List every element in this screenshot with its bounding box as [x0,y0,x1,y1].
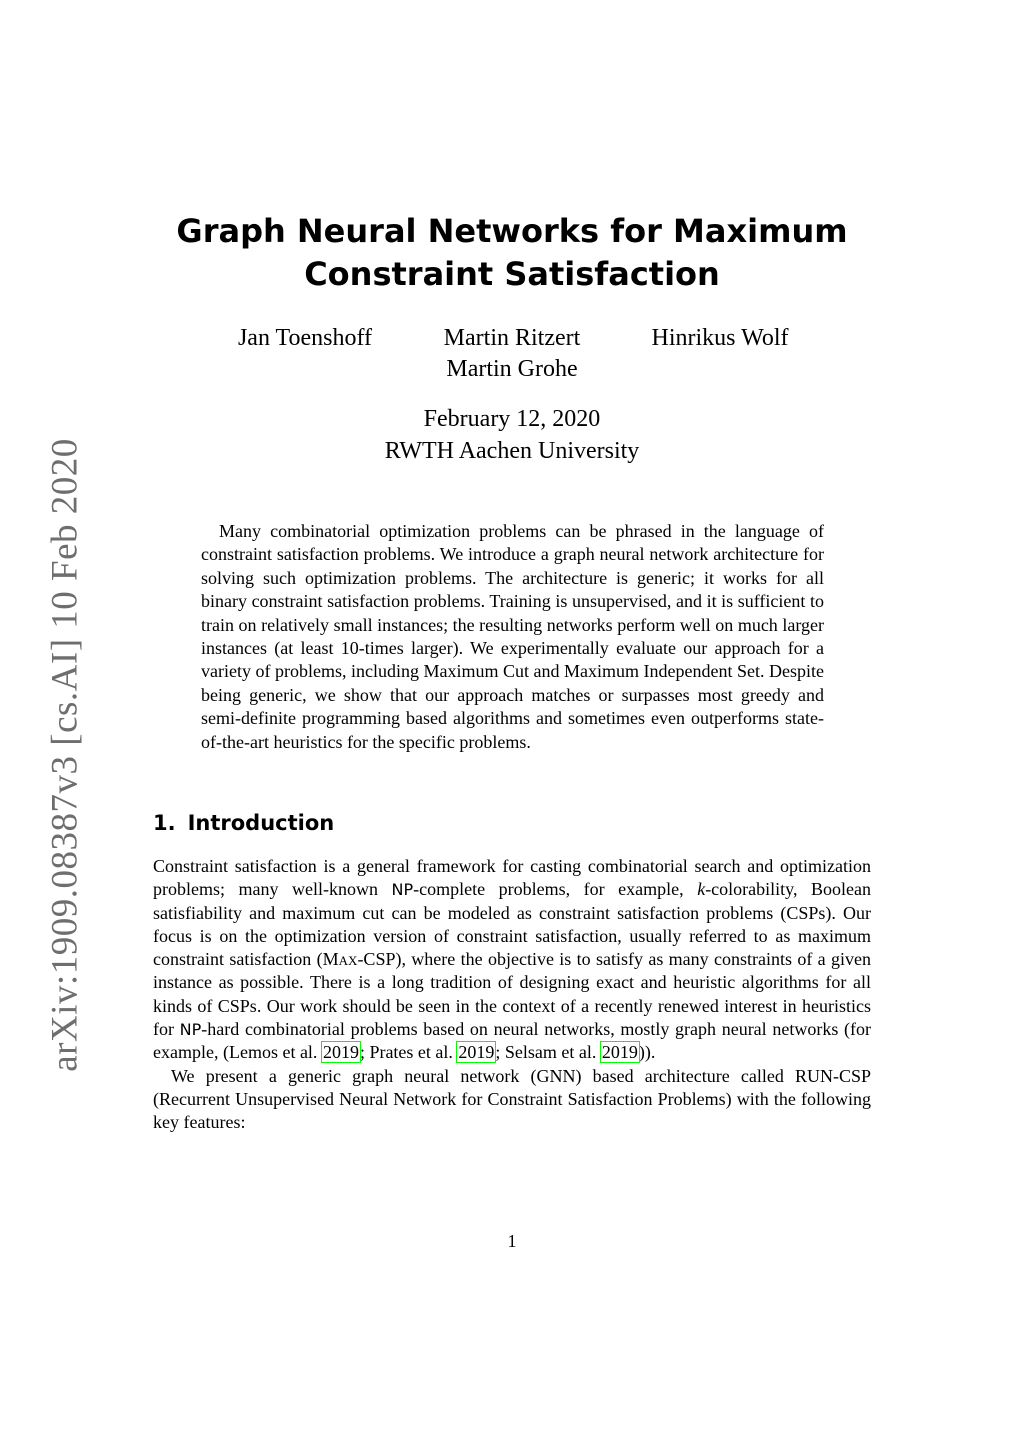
introduction-body [153,855,871,1135]
arxiv-identifier-stamp: arXiv:1909.08387v3 [cs.AI] 10 Feb 2020 [44,438,86,1072]
math-variable-k: k [697,879,706,900]
np-class-label: NP [179,1020,202,1040]
section-title: Introduction [187,811,335,835]
author-name: Martin Ritzert [443,325,581,351]
section-number: 1. [153,811,176,835]
abstract: Many combinatorial optimization problems can be phrased in the language of constraint satisfaction problems. We introduce a graph neural network architecture for solving such optimization problems. The architecture is generic; it works for all binary constraint satisfaction problems. Training is unsupervised, and it is sufficient to train on relatively small instances; the resulting networks perform well on much larger instances (at least 10-times larger). We experimentally evaluate our approach for a variety of problems, including Maximum Cut and Maximum Independent Set. Despite being generic, we show that our approach matches or surpasses most greedy and semi-definite programming based algorithms and sometimes even outperforms state-of-the-art heuristics for the specific problems. [201,521,824,752]
citation-link-selsam[interactable]: 2019 [601,1042,638,1063]
body-paragraph: Constraint satisfaction is a general framework for casting combinatorial search and optimization problems; many well-known NP-complete problems, for example, k-colorability, Boolean satisfiability and maximum cut can be modeled as constraint satisfaction problems (CSPs). Our focus is on the optimization version of constraint satisfaction, usually referred to as maximum constraint satisfaction (Max-CSP), where the objective is to satisfy as many constraints of a given instance as possible. There is a long tradition of designing exact and heuristic algorithms for all kinds of CSPs. Our work should be seen in the context of a recently renewed interest in heuristics for NP-hard combinatorial problems based on neural networks, mostly graph neural networks (for example, (Lemos et al. 2019; Prates et al. 2019; Selsam et al. 2019)). [153,856,872,1063]
author-list [0,323,1024,385]
affiliation: RWTH Aachen University [384,438,640,464]
citation-link-lemos[interactable]: 2019 [322,1042,359,1063]
citation-link-prates[interactable]: 2019 [458,1042,495,1063]
np-class-label: NP [391,880,414,900]
paper-meta [0,403,1024,467]
title-line-2: Constraint Satisfaction [304,255,720,293]
publication-date: February 12, 2020 [423,406,601,432]
section-heading [153,808,334,838]
body-paragraph: We present a generic graph neural network (GNN) based architecture called RUN-CSP (Recurrent Unsupervised Neural Network for Constraint Satisfaction Problems) with the following key features: [153,1065,871,1133]
paper-title [0,210,1024,296]
page-number: 1 [507,1231,517,1251]
author-name: Hinrikus Wolf [651,325,789,351]
author-name: Martin Grohe [446,356,578,382]
title-line-1: Graph Neural Networks for Maximum [176,212,848,250]
author-name: Jan Toenshoff [237,325,373,351]
